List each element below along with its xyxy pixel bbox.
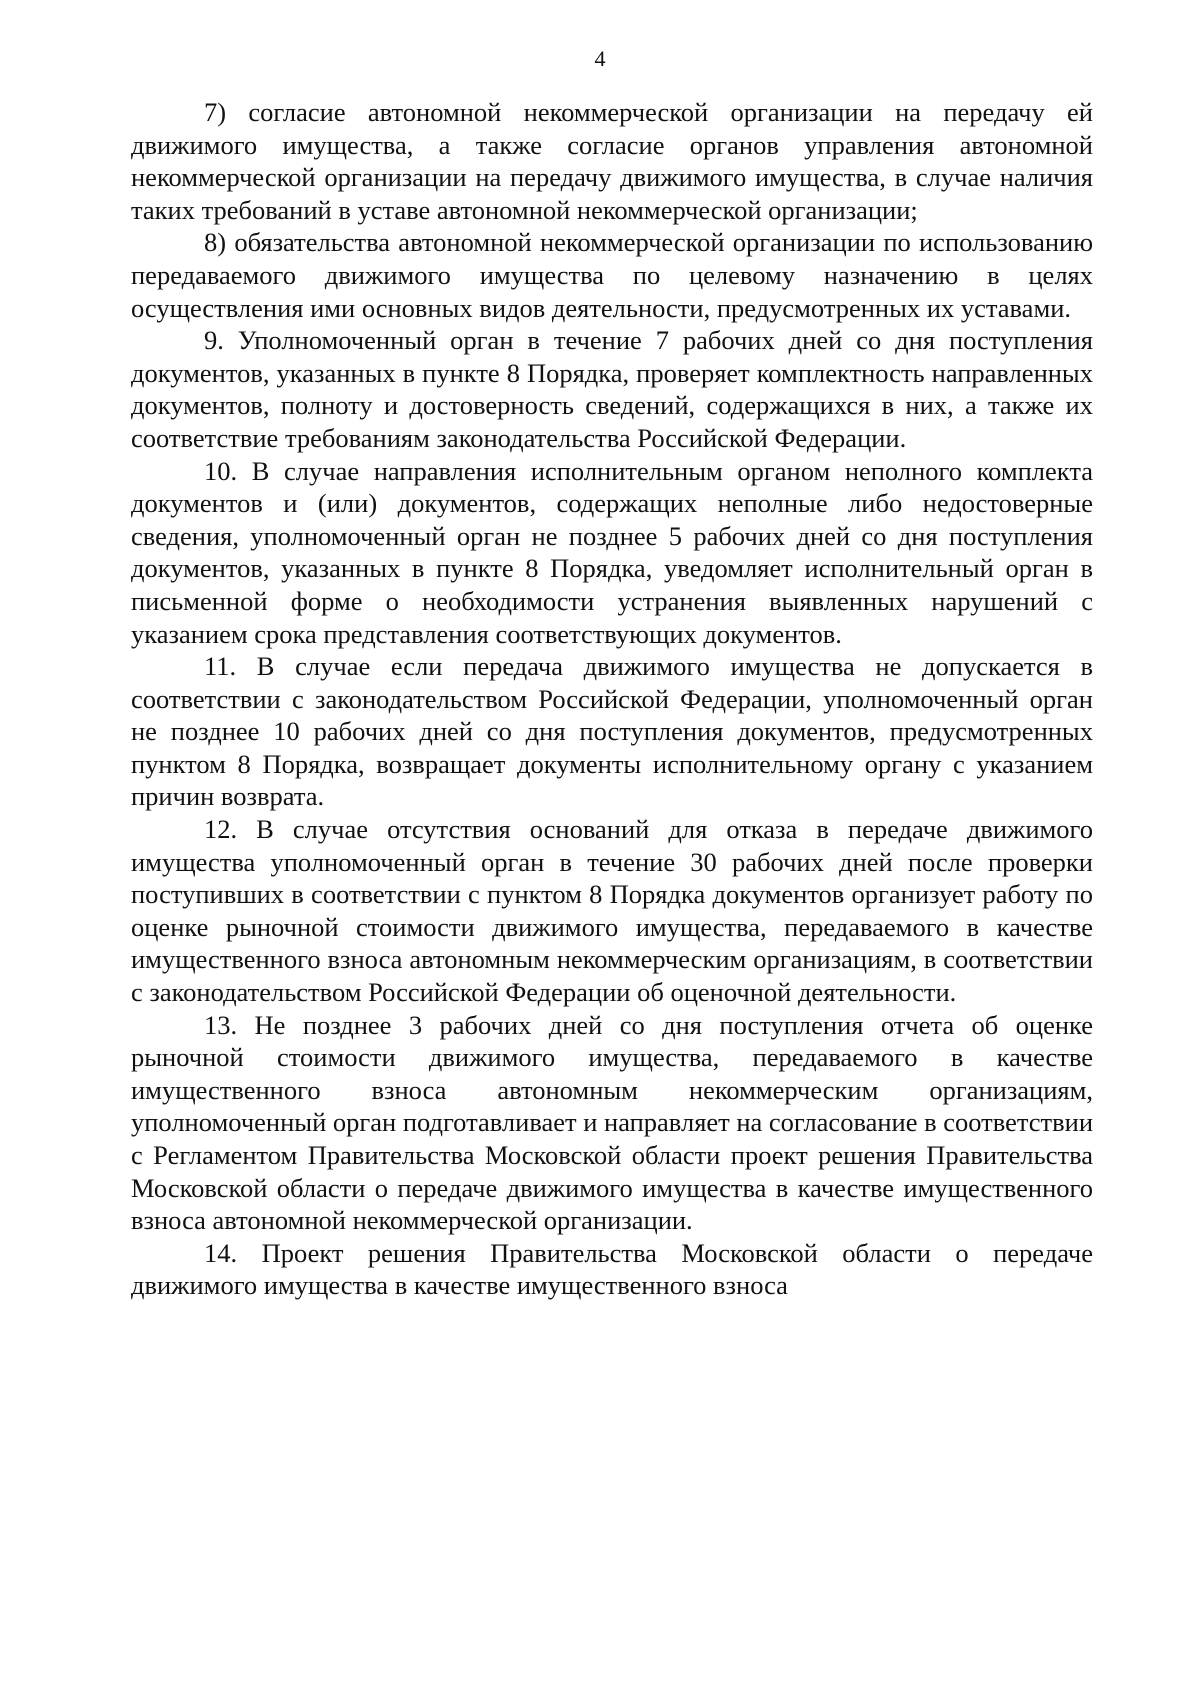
page-number: 4 bbox=[594, 46, 606, 71]
paragraph-clause-11: 11. В случае если передача движимого имущества не допускается в соответствии с законодательством Российской Федерации, уполномоченный орган не позднее 10 рабочих дней со дня поступления документов, предусмотренных пунктом 8 Порядка, возвращает документы исполнительному органу с указанием причин возврата. bbox=[131, 651, 1093, 812]
document-body bbox=[131, 96, 1093, 1302]
paragraph-clause-12: 12. В случае отсутствия оснований для отказа в передаче движимого имущества уполномоченный орган в течение 30 рабочих дней после проверки поступивших в соответствии с пунктом 8 Порядка документов организует работу по оценке рыночной стоимости движимого имущества, передаваемого в качестве имущественного взноса автономным некоммерческим организациям, в соответствии с законодательством Российской Федерации об оценочной деятельности. bbox=[131, 814, 1093, 1008]
paragraph-clause-9: 9. Уполномоченный орган в течение 7 рабочих дней со дня поступления документов, указанных в пункте 8 Порядка, проверяет комплектность направленных документов, полноту и достоверность сведений, содержащихся в них, а также их соответствие требованиям законодательства Российской Федерации. bbox=[131, 325, 1093, 453]
paragraph-clause-10: 10. В случае направления исполнительным органом неполного комплекта документов и (или) документов, содержащих неполные либо недостоверные сведения, уполномоченный орган не позднее 5 рабочих дней со дня поступления документов, указанных в пункте 8 Порядка, уведомляет исполнительный орган в письменной форме о необходимости устранения выявленных нарушений с указанием срока представления соответствующих документов. bbox=[131, 455, 1093, 649]
paragraph-clause-13: 13. Не позднее 3 рабочих дней со дня поступления отчета об оценке рыночной стоимости движимого имущества, передаваемого в качестве имущественного взноса автономным некоммерческим организациям, уполномоченный орган подготавливает и направляет на согласование в соответствии с Регламентом Правительства Московской области проект решения Правительства Московской области о передаче движимого имущества в качестве имущественного взноса автономной некоммерческой организации. bbox=[131, 1009, 1093, 1236]
paragraph-item-8: 8) обязательства автономной некоммерческой организации по использованию передаваемого движимого имущества по целевому назначению в целях осуществления ими основных видов деятельности, предусмотренных их уставами. bbox=[131, 227, 1093, 323]
paragraph-clause-14: 14. Проект решения Правительства Московской области о передаче движимого имущества в качестве имущественного взноса bbox=[131, 1237, 1093, 1301]
paragraph-item-7: 7) согласие автономной некоммерческой организации на передачу ей движимого имущества, а также согласие органов управления автономной некоммерческой организации на передачу движимого имущества, в случае наличия таких требований в уставе автономной некоммерческой организации; bbox=[131, 97, 1093, 225]
